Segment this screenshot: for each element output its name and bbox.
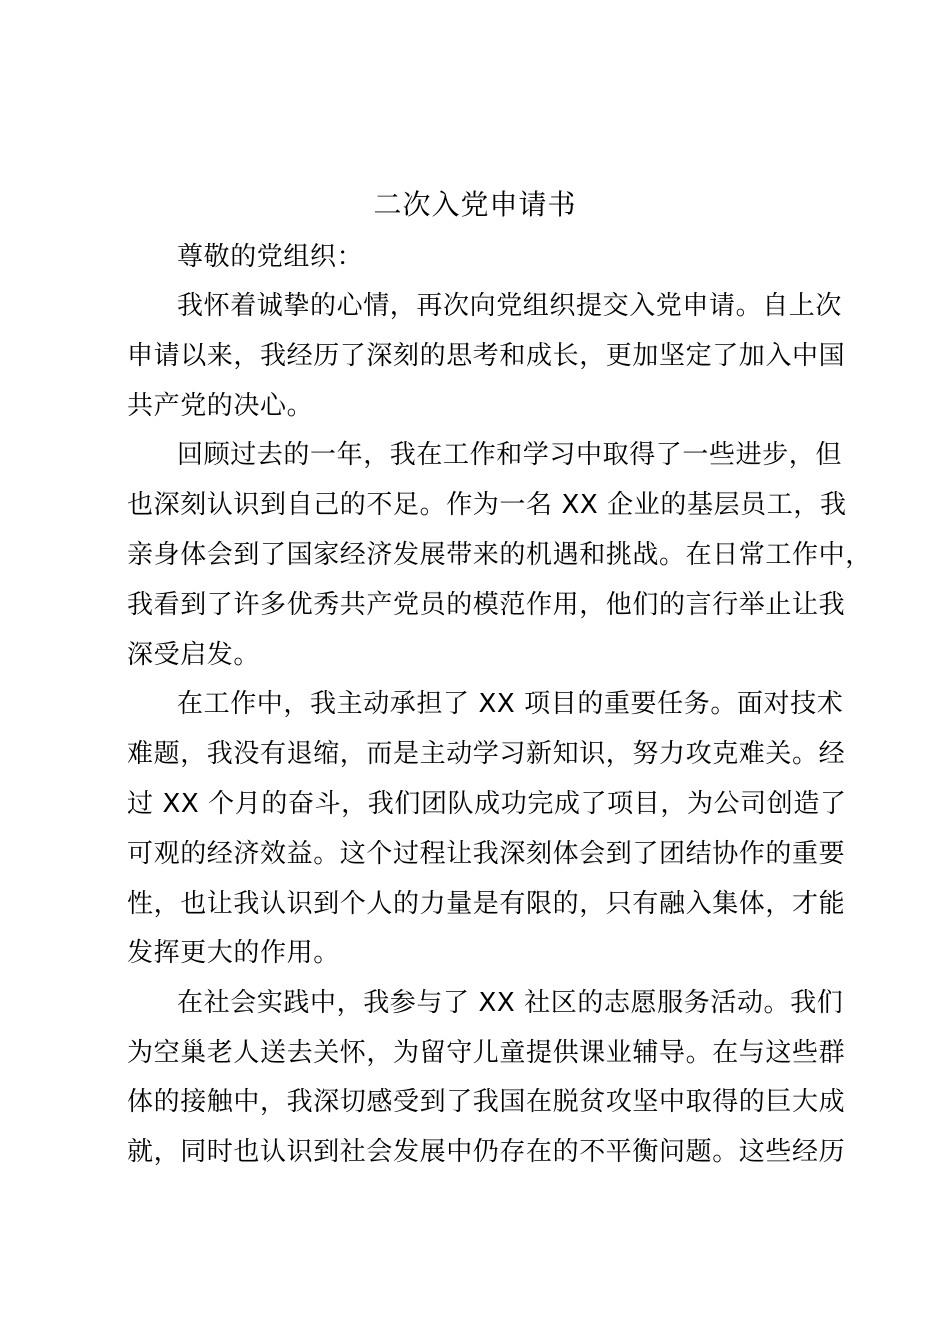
paragraph-line: 回顾过去的一年，我在工作和学习中取得了一些进步，但 bbox=[177, 440, 843, 470]
paragraph-line: 为空巢老人送去关怀，为留守儿童提供课业辅导。在与这些群 bbox=[127, 1038, 846, 1068]
paragraph-line: 深受启发。 bbox=[127, 640, 261, 670]
salutation: 尊敬的党组织： bbox=[177, 242, 364, 272]
paragraph-line: 我看到了许多优秀共产党员的模范作用，他们的言行举止让我 bbox=[127, 590, 846, 620]
paragraph-line: 就，同时也认识到社会发展中仍存在的不平衡问题。这些经历 bbox=[127, 1137, 846, 1167]
paragraph-line: 共产党的决心。 bbox=[127, 391, 314, 421]
paragraph-line: 亲身体会到了国家经济发展带来的机遇和挑战。在日常工作中， bbox=[127, 540, 872, 570]
document-title: 二次入党申请书 bbox=[373, 188, 577, 221]
paragraph-line: 也深刻认识到自己的不足。作为一名 XX 企业的基层员工，我 bbox=[127, 490, 847, 520]
paragraph-line: 申请以来，我经历了深刻的思考和成长，更加坚定了加入中国 bbox=[127, 341, 846, 371]
paragraph-line: 我怀着诚挚的心情，再次向党组织提交入党申请。自上次 bbox=[177, 291, 843, 321]
paragraph-line: 发挥更大的作用。 bbox=[127, 938, 340, 968]
paragraph-line: 过 XX 个月的奋斗，我们团队成功完成了项目，为公司创造了 bbox=[127, 789, 847, 819]
paragraph-line: 在社会实践中，我参与了 XX 社区的志愿服务活动。我们 bbox=[177, 988, 844, 1018]
paragraph-line: 性，也让我认识到个人的力量是有限的，只有融入集体，才能 bbox=[127, 889, 846, 919]
paragraph-line: 可观的经济效益。这个过程让我深刻体会到了团结协作的重要 bbox=[127, 839, 846, 869]
paragraph-line: 难题，我没有退缩，而是主动学习新知识，努力攻克难关。经 bbox=[127, 739, 846, 769]
paragraph-line: 体的接触中，我深切感受到了我国在脱贫攻坚中取得的巨大成 bbox=[127, 1087, 846, 1117]
paragraph-line: 在工作中，我主动承担了 XX 项目的重要任务。面对技术 bbox=[177, 689, 844, 719]
